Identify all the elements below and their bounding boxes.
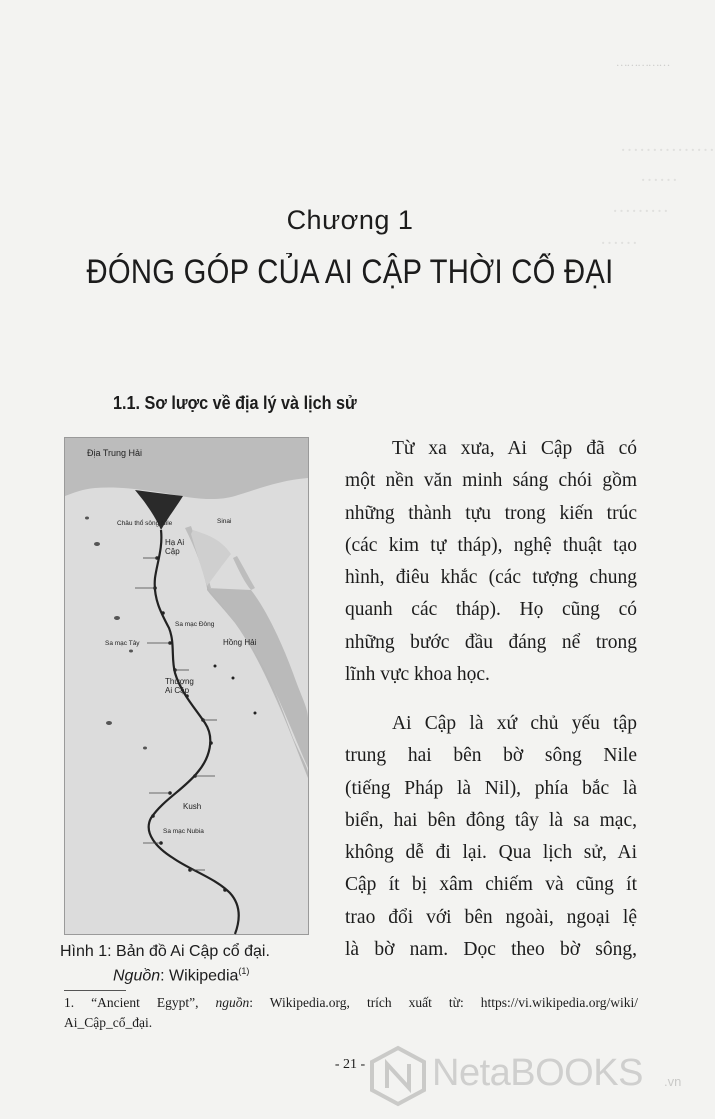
map-label-nile-delta: Châu thổ sông Nile (117, 520, 173, 527)
bleed-through-text: …………… …… ……… …… (600, 135, 715, 249)
caption-source-label: Nguồn (113, 967, 161, 985)
caption-source-name: : Wikipedia (160, 967, 239, 985)
caption-footnote-ref: (1) (238, 966, 250, 976)
footnote-marker: 1. (64, 995, 75, 1010)
body-paragraph-1 (345, 433, 637, 691)
figure-caption-source (113, 966, 249, 985)
map-label-sinai: Sinai (217, 518, 232, 525)
chapter-number: Chương 1 (286, 205, 414, 235)
bleed-through-running-head: …………… (616, 55, 670, 69)
map-label-western-desert: Sa mạc Tây (105, 640, 140, 647)
body-line: quanh các tháp). Họ cũng có (345, 599, 637, 621)
figure-caption: Hình 1: Bản đồ Ai Cập cổ đại. (60, 943, 270, 960)
footnote-text: : Wikipedia.org, trích xuất từ: https://vi.wikipedia.org/wiki/ (249, 995, 638, 1010)
map-label-red-sea: Hồng Hải (223, 638, 257, 647)
egypt-map (64, 437, 309, 935)
footnote-line-2: Ai_Cập_cổ_đại. (64, 1015, 153, 1030)
page-number: - 21 - (334, 1057, 366, 1072)
body-line: những thành tựu trong kiến trúc (345, 502, 637, 524)
body-line: hình, điêu khắc (các tượng chung (345, 567, 637, 589)
body-line: lĩnh vực khoa học. (345, 664, 490, 686)
body-line: Ai Cập là xứ chủ yếu tập (392, 713, 637, 734)
watermark-suffix: .vn (664, 1074, 682, 1089)
body-line: biển, hai bên đông tây là sa mạc, (345, 809, 637, 831)
chapter-title: ĐÓNG GÓP CỦA AI CẬP THỜI CỔ ĐẠI (86, 253, 614, 291)
map-label-eastern-desert: Sa mạc Đông (175, 621, 215, 628)
map-label-mediterranean: Địa Trung Hải (87, 448, 143, 458)
map-label-nubian-desert: Sa mạc Nubia (163, 828, 204, 835)
body-line: những bước đầu đáng nể trong (345, 631, 637, 653)
body-line: (tiếng Pháp là Nil), phía bắc là (345, 777, 637, 799)
body-line: là bờ nam. Dọc theo bờ sông, (345, 939, 637, 961)
body-line: không dễ đi lại. Qua lịch sử, Ai (345, 842, 637, 864)
body-line: một nền văn minh sáng chói gồm (345, 470, 637, 492)
footnote-line-1 (64, 993, 638, 1013)
footnote-title: “Ancient Egypt”, (74, 995, 216, 1010)
section-heading: 1.1. Sơ lược về địa lý và lịch sử (113, 393, 357, 413)
body-line: Từ xa xưa, Ai Cập đã có (392, 438, 637, 459)
footnote (64, 993, 638, 1033)
watermark-brand: NetaBOOKS (432, 1052, 643, 1094)
body-line: trao đổi với bên ngoài, ngoại lệ (345, 906, 637, 928)
body-line: Cập ít bị xâm chiếm và cũng ít (345, 874, 637, 896)
footnote-rule (64, 990, 126, 991)
footnote-source-label: nguồn (215, 995, 250, 1010)
map-label-upper-egypt: Thượng Ai Cập (165, 677, 194, 695)
map-label-kush: Kush (183, 802, 202, 811)
body-paragraph-2 (345, 708, 637, 966)
body-line: trung hai bên bờ sông Nile (345, 745, 637, 767)
map-label-lower-egypt: Hạ Ai Cập (165, 538, 185, 556)
body-line: (các kim tự tháp), nghệ thuật tạo (345, 534, 637, 556)
